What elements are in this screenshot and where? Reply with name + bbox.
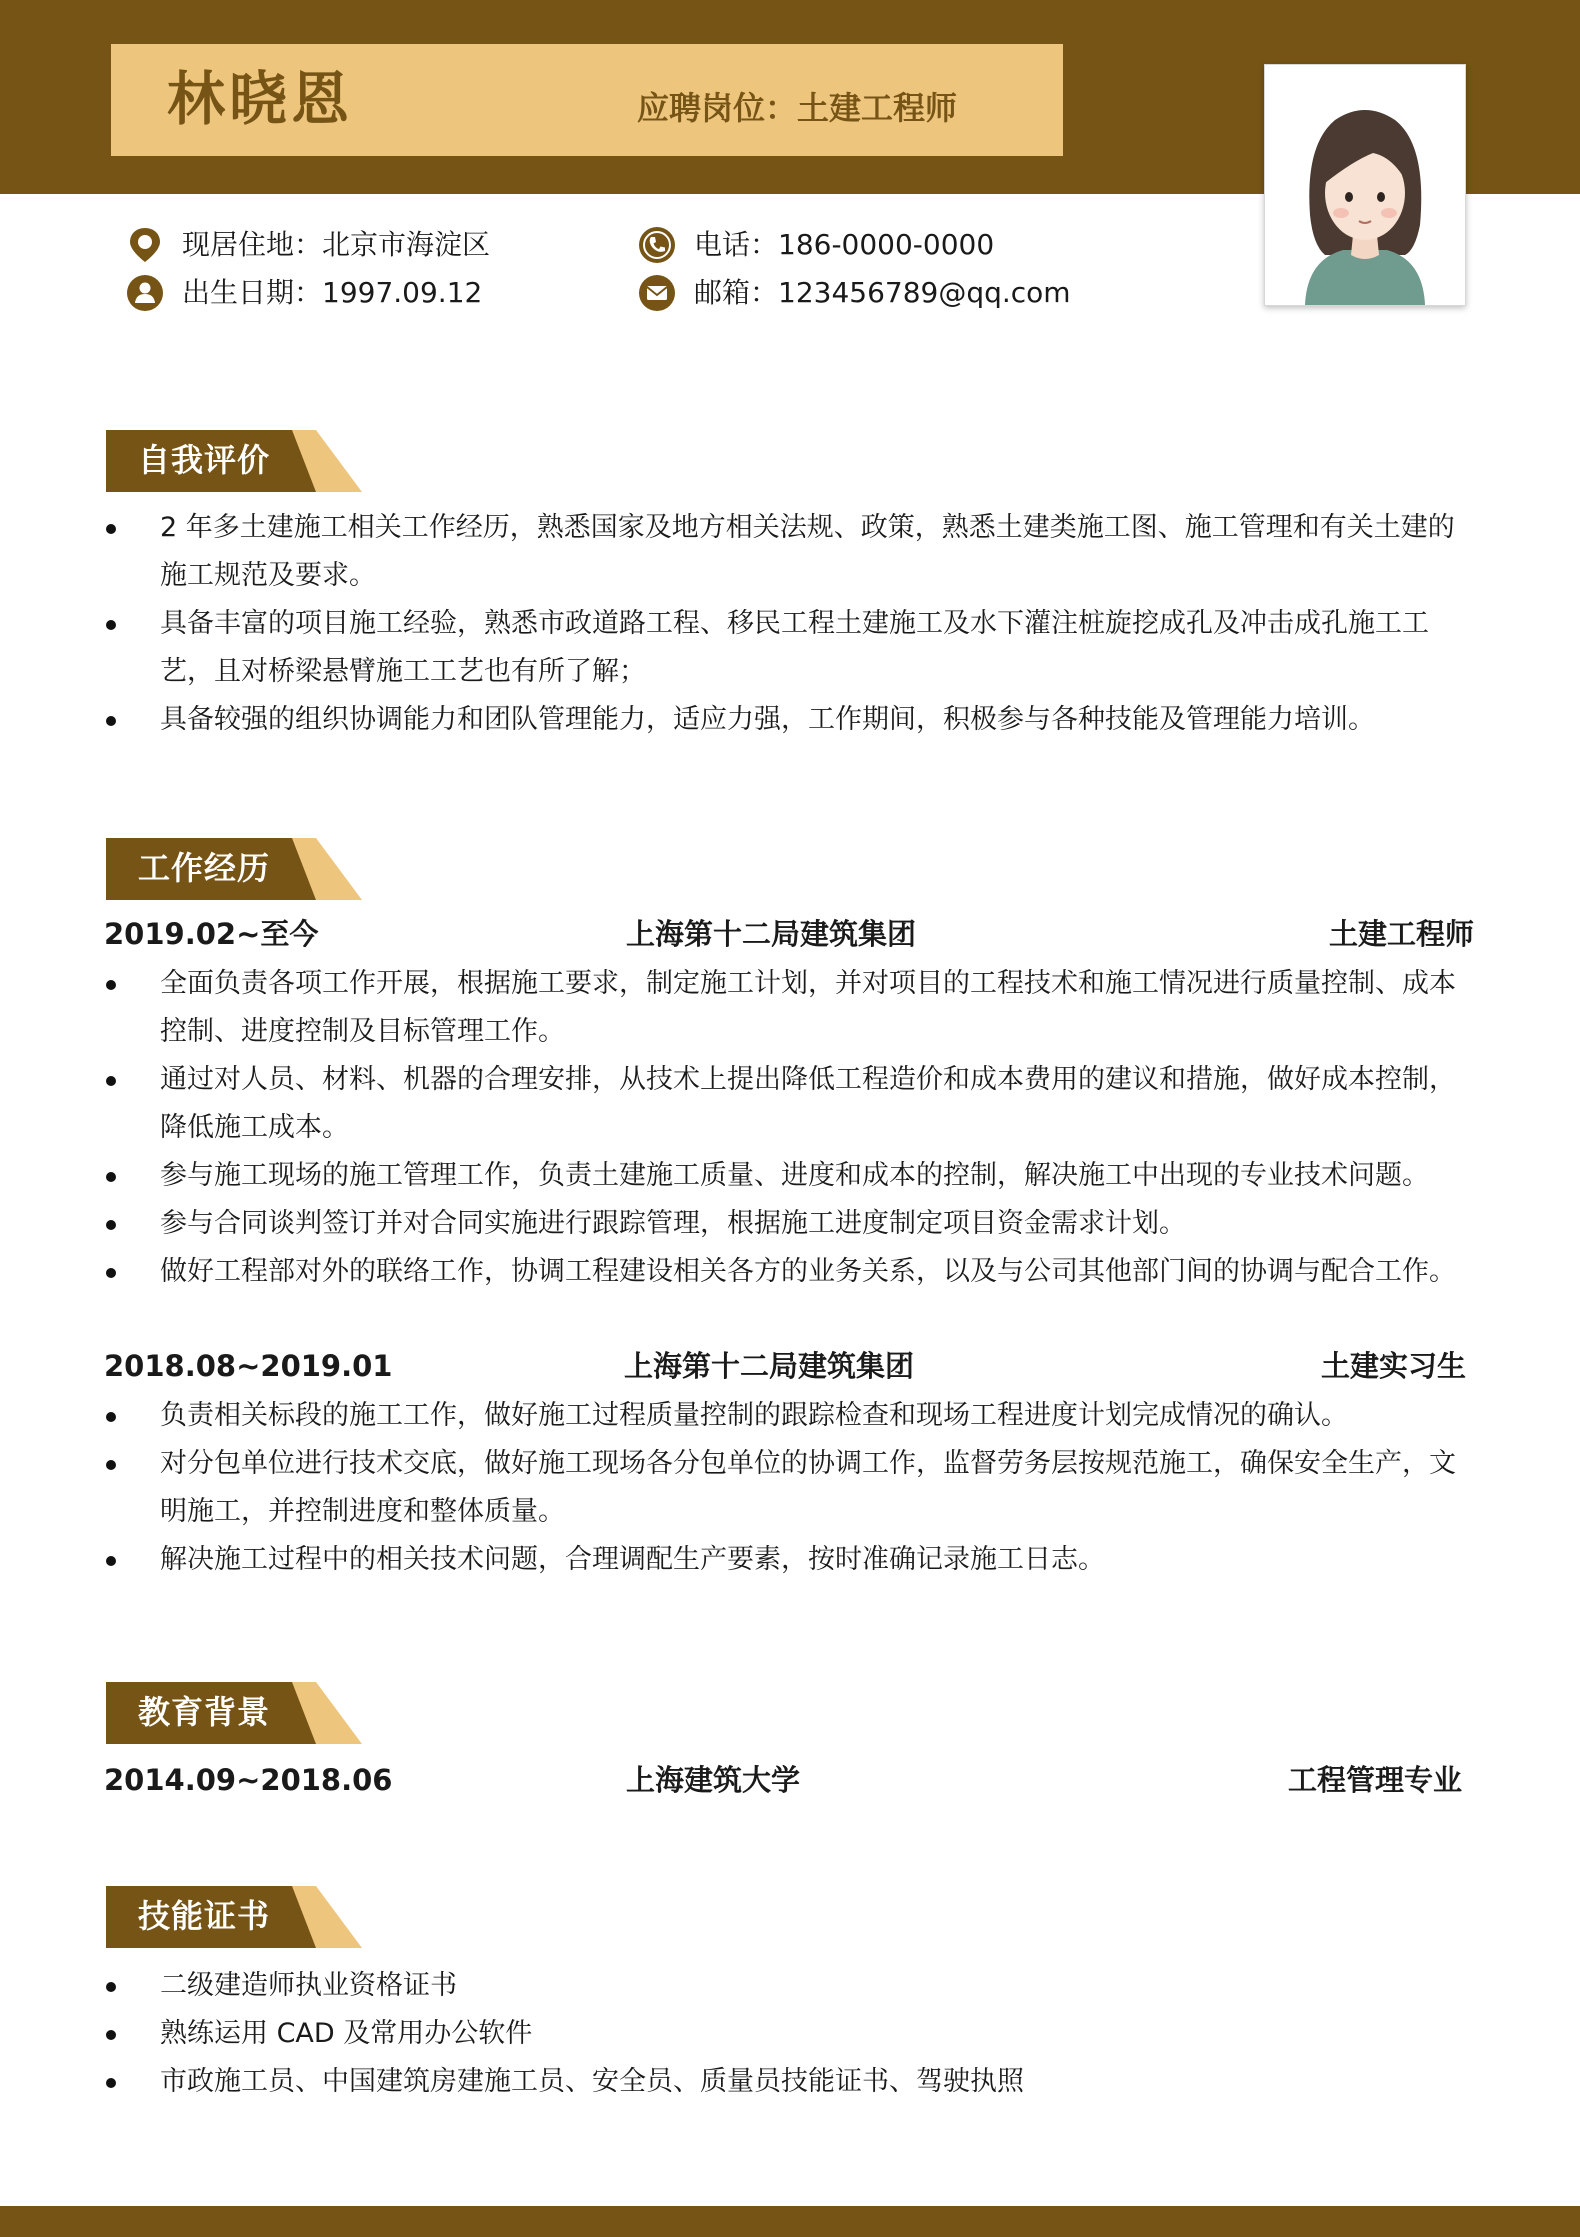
job-header-row	[104, 1346, 1474, 1386]
candidate-name: 林晓恩	[167, 65, 354, 133]
email-icon	[638, 274, 676, 312]
job-duties-list	[106, 1392, 1476, 1584]
education-school: 上海建筑大学	[626, 1763, 801, 1797]
section-title: 自我评价	[138, 441, 271, 479]
job-duties-list	[106, 960, 1476, 1296]
list-item: 市政施工员、中国建筑房建施工员、安全员、质量员技能证书、驾驶执照	[106, 2058, 1476, 2106]
list-item: 解决施工过程中的相关技术问题，合理调配生产要素，按时准确记录施工日志。	[106, 1536, 1476, 1584]
job-role: 土建工程师	[1328, 917, 1474, 951]
residence-info	[126, 226, 490, 264]
job-position: 应聘岗位：土建工程师	[637, 89, 958, 127]
phone-text: 电话：186-0000-0000	[694, 228, 995, 261]
birth-text: 出生日期：1997.09.12	[182, 276, 483, 309]
job-period: 2018.08~2019.01	[104, 1349, 393, 1383]
phone-icon	[638, 226, 676, 264]
education-row	[104, 1760, 1474, 1800]
email-info	[638, 274, 1071, 312]
residence-text: 现居住地：北京市海淀区	[182, 228, 491, 261]
list-item: 参与合同谈判签订并对合同实施进行跟踪管理，根据施工进度制定项目资金需求计划。	[106, 1200, 1476, 1248]
list-item: 通过对人员、材料、机器的合理安排，从技术上提出降低工程造价和成本费用的建议和措施，做好成本控制，降低施工成本。	[106, 1056, 1476, 1152]
section-title: 教育背景	[138, 1693, 271, 1731]
birth-info	[126, 274, 482, 312]
profile-photo	[1264, 64, 1466, 306]
list-item: 参与施工现场的施工管理工作，负责土建施工质量、进度和成本的控制，解决施工中出现的专业技术问题。	[106, 1152, 1476, 1200]
section-header-work-experience	[106, 838, 362, 900]
education-period: 2014.09~2018.06	[104, 1763, 393, 1797]
list-item: 具备丰富的项目施工经验，熟悉市政道路工程、移民工程土建施工及水下灌注桩旋挖成孔及冲击成孔施工工艺，且对桥梁悬臂施工工艺也有所了解；	[106, 600, 1476, 696]
section-header-self-evaluation	[106, 430, 362, 492]
person-icon	[126, 274, 164, 312]
section-header-education	[106, 1682, 362, 1744]
list-item: 2 年多土建施工相关工作经历，熟悉国家及地方相关法规、政策，熟悉土建类施工图、施工管理和有关土建的施工规范及要求。	[106, 504, 1476, 600]
section-title: 工作经历	[138, 849, 271, 887]
list-item: 熟练运用 CAD 及常用办公软件	[106, 2010, 1476, 2058]
job-header-row	[104, 914, 1474, 954]
email-text: 邮箱：123456789@qq.com	[694, 276, 1071, 309]
self-evaluation-list	[106, 504, 1476, 744]
list-item: 对分包单位进行技术交底，做好施工现场各分包单位的协调工作，监督劳务层按规范施工，确保安全生产，文明施工，并控制进度和整体质量。	[106, 1440, 1476, 1536]
list-item: 负责相关标段的施工工作，做好施工过程质量控制的跟踪检查和现场工程进度计划完成情况的确认。	[106, 1392, 1476, 1440]
job-period: 2019.02~至今	[104, 917, 319, 951]
section-header-skills	[106, 1886, 362, 1948]
name-banner	[111, 44, 1063, 156]
skills-list	[106, 1962, 1476, 2106]
list-item: 二级建造师执业资格证书	[106, 1962, 1476, 2010]
job-company: 上海第十二局建筑集团	[624, 1349, 915, 1383]
list-item: 做好工程部对外的联络工作，协调工程建设相关各方的业务关系，以及与公司其他部门间的协调与配合工作。	[106, 1248, 1476, 1296]
footer-bar	[0, 2206, 1580, 2237]
education-major: 工程管理专业	[1287, 1763, 1462, 1797]
job-role: 土建实习生	[1320, 1349, 1466, 1383]
phone-info	[638, 226, 994, 264]
list-item: 全面负责各项工作开展，根据施工要求，制定施工计划，并对项目的工程技术和施工情况进行质量控制、成本控制、进度控制及目标管理工作。	[106, 960, 1476, 1056]
location-pin-icon	[126, 226, 164, 264]
avatar-illustration	[1265, 65, 1465, 305]
section-title: 技能证书	[138, 1897, 271, 1935]
list-item: 具备较强的组织协调能力和团队管理能力，适应力强，工作期间，积极参与各种技能及管理能力培训。	[106, 696, 1476, 744]
job-company: 上海第十二局建筑集团	[626, 917, 917, 951]
